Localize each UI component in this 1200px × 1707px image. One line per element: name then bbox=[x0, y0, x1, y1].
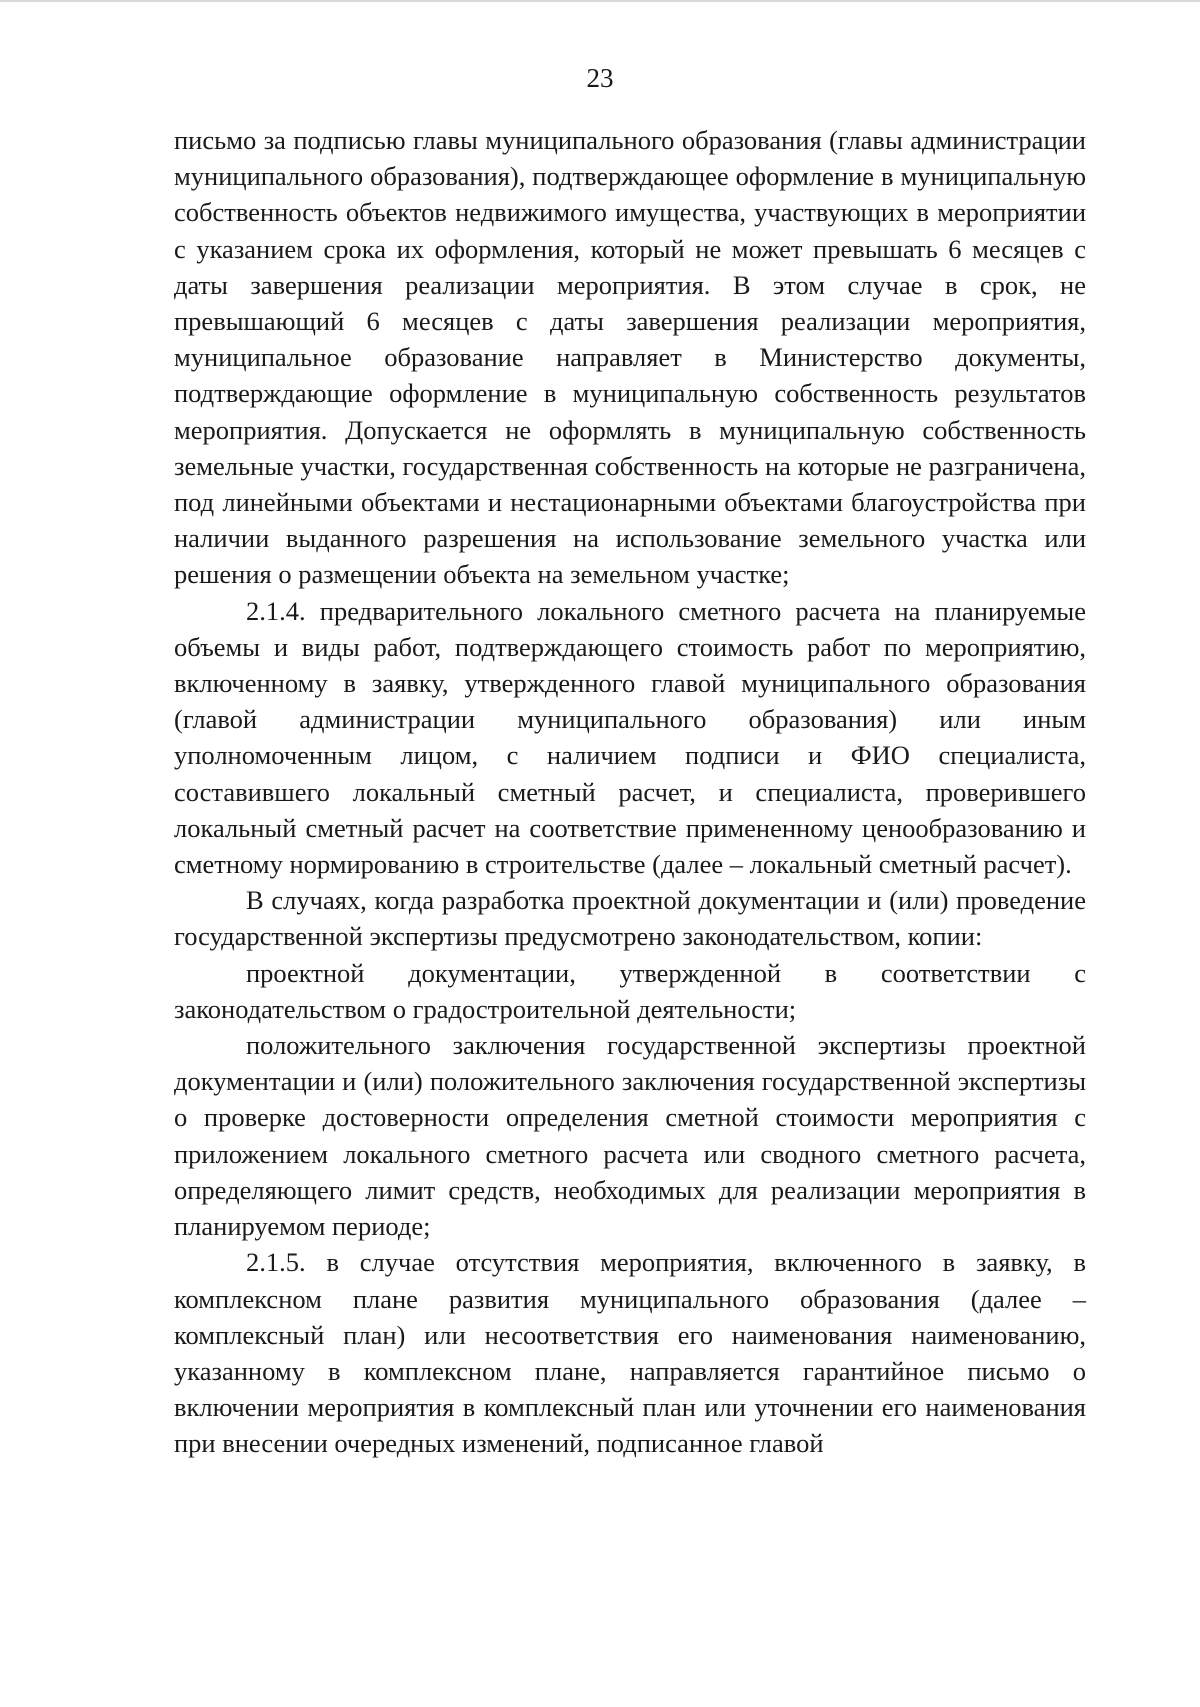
paragraph-letter-continuation: письмо за подписью главы муниципального образования (главы администрации муниципального образования), подтверждающее оформление в муниципальную собственность объектов недвижимого имущества, участвующих в мероприятии с указанием срока их оформления, который не может превышать 6 месяцев с даты завершения реализации мероприятия. В этом случае в срок, не превышающий 6 месяцев с даты завершения реализации мероприятия, муниципальное образование направляет в Министерство документы, подтверждающие оформление в муниципальную собственность результатов мероприятия. Допускается не оформлять в муниципальную собственность земельные участки, государственная собственность на которые не разграничена, под линейными объектами и нестационарными объектами благоустройства при наличии выданного разрешения на использование земельного участка или решения о размещении объекта на земельном участке; bbox=[174, 125, 1086, 590]
document-body bbox=[174, 122, 1086, 1462]
paragraph-cases-copies: В случаях, когда разработка проектной документации и (или) проведение государственной экспертизы предусмотрено законодательством, копии: bbox=[174, 885, 1086, 952]
paragraph-expertise-conclusion: положительного заключения государственной экспертизы проектной документации и (или) положительного заключения государственной экспертизы о проверке достоверности определения сметной стоимости мероприятия с приложением локального сметного расчета или сводного сметного расчета, определяющего лимит средств, необходимых для реализации мероприятия в планируемом периоде; bbox=[174, 1030, 1086, 1242]
paragraph-2-1-5: 2.1.5. в случае отсутствия мероприятия, включенного в заявку, в комплексном плане развития муниципального образования (далее – комплексный план) или несоответствия его наименования наименованию, указанному в комплексном плане, направляется гарантийное письмо о включении мероприятия в комплексный план или уточнении его наименования при внесении очередных изменений, подписанное главой bbox=[174, 1247, 1086, 1459]
scan-edge bbox=[0, 0, 1200, 2]
paragraph-project-documentation: проектной документации, утвержденной в соответствии с законодательством о градостроительной деятельности; bbox=[174, 957, 1086, 1024]
paragraph-2-1-4: 2.1.4. предварительного локального сметного расчета на планируемые объемы и виды работ, подтверждающего стоимость работ по мероприятию, включенному в заявку, утвержденного главой муниципального образования (главой администрации муниципального образования) или иным уполномоченным лицом, с наличием подписи и ФИО специалиста, составившего локальный сметный расчет, и специалиста, проверившего локальный сметный расчет на соответствие примененному ценообразованию и сметному нормированию в строительстве (далее – локальный сметный расчет). bbox=[174, 595, 1086, 880]
page-number: 23 bbox=[586, 63, 614, 93]
